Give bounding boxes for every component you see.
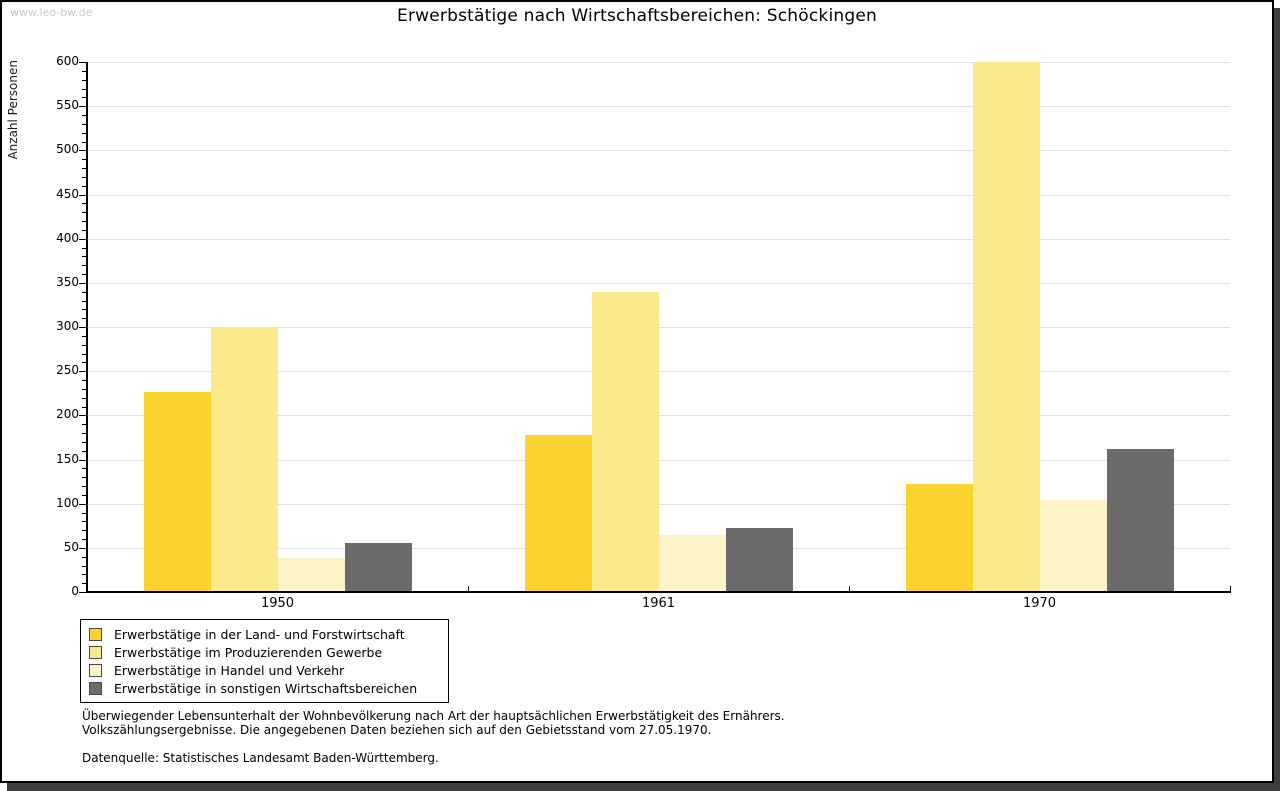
legend-item [89,679,440,697]
gridline [88,106,1230,107]
y-major-tick [79,150,87,151]
y-minor-tick [82,292,87,293]
y-major-tick [79,460,87,461]
legend-item-label: Erwerbstätige in der Land- und Forstwirtschaft [114,626,405,642]
y-tick-label: 50 [63,540,79,554]
bar-1970-s1 [906,484,973,592]
y-major-tick [79,283,87,284]
y-minor-tick [82,530,87,531]
bar-1961-s3 [659,535,726,592]
y-minor-tick [82,433,87,434]
x-boundary-tick [468,586,469,591]
y-minor-tick [82,256,87,257]
y-major-tick [79,195,87,196]
y-minor-tick [82,451,87,452]
y-minor-tick [82,80,87,81]
y-minor-tick [82,89,87,90]
bar-1961-s4 [726,528,793,592]
bar-1961-s2 [592,292,659,592]
y-tick-label: 550 [56,98,79,112]
legend-item-label: Erwerbstätige im Produzierenden Gewerbe [114,644,383,660]
footnote-block [82,710,785,766]
y-minor-tick [82,566,87,567]
y-minor-tick [82,124,87,125]
gridline [88,239,1230,240]
y-minor-tick [82,442,87,443]
y-minor-tick [82,354,87,355]
y-minor-tick [82,521,87,522]
y-minor-tick [82,539,87,540]
bar-1970-s4 [1107,449,1174,592]
x-boundary-tick [87,586,88,591]
legend-item [89,643,440,661]
y-minor-tick [82,177,87,178]
gridline [88,195,1230,196]
y-minor-tick [82,477,87,478]
y-major-tick [79,327,87,328]
y-tick-label: 200 [56,407,79,421]
gridline [88,283,1230,284]
footnote-line-2: Volkszählungsergebnisse. Die angegebenen Daten beziehen sich auf den Gebietsstand vom 27.05.1970. [82,722,712,737]
y-tick-label: 300 [56,319,79,333]
source-note: Datenquelle: Statistisches Landesamt Baden-Württemberg. [82,751,439,765]
y-tick-label: 350 [56,275,79,289]
chart-title: Erwerbstätige nach Wirtschaftsbereichen: Schöckingen [397,6,877,26]
y-minor-tick [82,407,87,408]
y-minor-tick [82,212,87,213]
x-tick-label: 1950 [260,596,295,611]
y-minor-tick [82,513,87,514]
y-major-tick [79,239,87,240]
y-minor-tick [82,203,87,204]
y-tick-label: 0 [71,584,79,598]
y-minor-tick [82,265,87,266]
bar-1970-s3 [1040,500,1107,592]
y-minor-tick [82,318,87,319]
y-minor-tick [82,97,87,98]
y-minor-tick [82,159,87,160]
y-minor-tick [82,345,87,346]
y-minor-tick [82,389,87,390]
y-major-tick [79,504,87,505]
y-major-tick [79,548,87,549]
y-major-tick [79,62,87,63]
y-minor-tick [82,495,87,496]
legend-item [89,625,440,643]
y-axis-label: Anzahl Personen [6,60,20,160]
y-minor-tick [82,115,87,116]
y-tick-label: 450 [56,187,79,201]
y-minor-tick [82,221,87,222]
legend-swatch-icon [89,664,102,677]
y-minor-tick [82,557,87,558]
bar-1961-s1 [525,435,592,592]
bar-1970-s2 [973,62,1040,592]
y-minor-tick [82,133,87,134]
legend-item [89,661,440,679]
legend-swatch-icon [89,628,102,641]
y-minor-tick [82,380,87,381]
bar-1950-s3 [278,558,345,592]
gridline [88,62,1230,63]
bar-1950-s4 [345,543,412,592]
gridline [88,150,1230,151]
legend-swatch-icon [89,646,102,659]
y-tick-label: 150 [56,452,79,466]
y-minor-tick [82,230,87,231]
y-minor-tick [82,248,87,249]
y-minor-tick [82,301,87,302]
y-minor-tick [82,424,87,425]
y-tick-label: 250 [56,363,79,377]
x-boundary-tick [849,586,850,591]
legend-swatch-icon [89,682,102,695]
y-minor-tick [82,274,87,275]
x-boundary-tick [1230,586,1231,591]
y-tick-label: 500 [56,142,79,156]
y-tick-label: 100 [56,496,79,510]
legend-item-label: Erwerbstätige in Handel und Verkehr [114,662,345,678]
y-major-tick [79,371,87,372]
legend-item-label: Erwerbstätige in sonstigen Wirtschaftsbereichen [114,680,418,696]
y-minor-tick [82,468,87,469]
legend [80,619,449,703]
y-tick-label: 600 [56,54,79,68]
y-minor-tick [82,398,87,399]
x-tick-label: 1961 [641,596,676,611]
y-major-tick [79,106,87,107]
y-minor-tick [82,583,87,584]
watermark: www.leo-bw.de [10,6,93,19]
y-minor-tick [82,336,87,337]
y-minor-tick [82,362,87,363]
y-minor-tick [82,142,87,143]
y-minor-tick [82,486,87,487]
bar-1950-s1 [144,392,211,592]
y-tick-label: 400 [56,231,79,245]
x-axis-line [86,591,1231,593]
y-major-tick [79,415,87,416]
y-minor-tick [82,71,87,72]
y-minor-tick [82,168,87,169]
x-tick-label: 1970 [1022,596,1057,611]
y-minor-tick [82,186,87,187]
bar-1950-s2 [211,327,278,592]
footnote-line-1: Überwiegender Lebensunterhalt der Wohnbevölkerung nach Art der hauptsächlichen Erwerbstätigkeit des Ernährers. [82,709,785,723]
y-minor-tick [82,309,87,310]
y-minor-tick [82,574,87,575]
